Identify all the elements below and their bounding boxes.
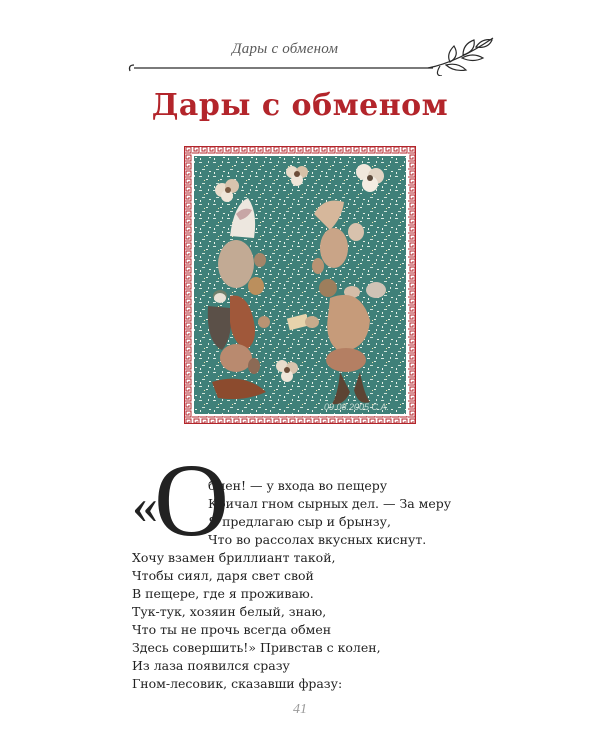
running-title: Дары с обменом bbox=[232, 41, 339, 57]
poem-line-12: Гном-лесовик, сказавши фразу: bbox=[132, 676, 343, 691]
illustration bbox=[184, 146, 416, 424]
poem-line-11: Из лаза появился сразу bbox=[132, 658, 290, 673]
poem-line-10: Здесь совершить!» Привстав с колен, bbox=[132, 640, 381, 655]
drop-cap-open-quote: « bbox=[132, 478, 158, 535]
poem-line-9: Что ты не прочь всегда обмен bbox=[132, 622, 332, 637]
pebble-mosaic-image bbox=[184, 146, 416, 424]
poem-line-4: Что во рассолах вкусных киснут. bbox=[208, 532, 427, 547]
poem-line-7: В пещере, где я проживаю. bbox=[132, 586, 314, 601]
poem-line-3: Я предлагаю сыр и брынзу, bbox=[208, 514, 391, 529]
poem-line-5: Хочу взамен бриллиант такой, bbox=[132, 550, 336, 565]
running-header bbox=[128, 32, 498, 76]
illustration-date-stamp: 09.08.2005 С.А. bbox=[324, 402, 390, 412]
poem-line-1: бмен! — у входа во пещеру bbox=[208, 478, 388, 493]
drop-cap-letter: О bbox=[154, 443, 230, 558]
page-title: Дары с обменом bbox=[151, 88, 449, 123]
poem-line-2: Кричал гном сырных дел. — За меру bbox=[208, 496, 452, 511]
poem-line-8: Тук-тук, хозяин белый, знаю, bbox=[132, 604, 327, 619]
drop-cap bbox=[132, 443, 230, 558]
page-number: 41 bbox=[293, 702, 307, 717]
poem-line-6: Чтобы сиял, даря свет свой bbox=[132, 568, 314, 583]
